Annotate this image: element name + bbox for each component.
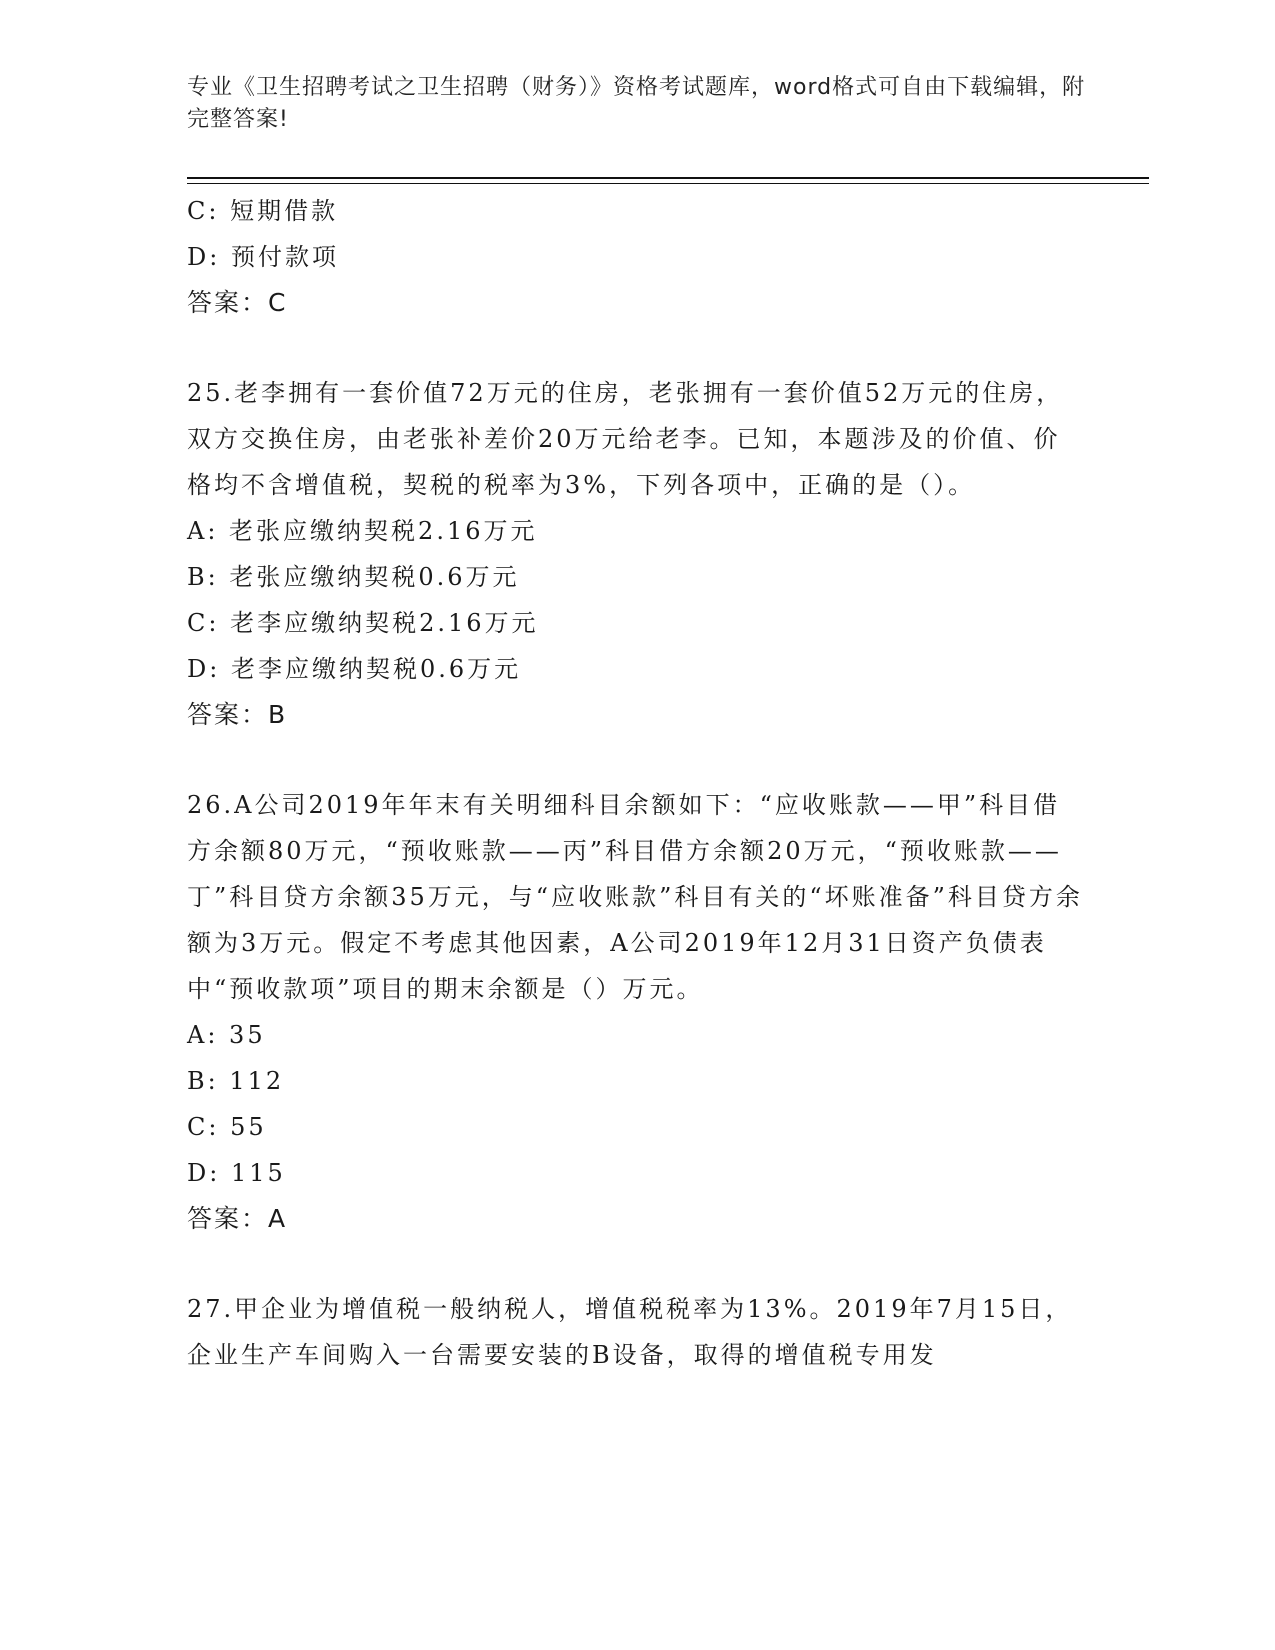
question-25 xyxy=(187,370,1087,738)
question-text: 25.老李拥有一套价值72万元的住房，老张拥有一套价值52万元的住房，双方交换住房，由老张补差价20万元给老李。已知，本题涉及的价值、价格均不含增值税，契税的税率为3%，下列各项中，正确的是（）。 xyxy=(187,379,1064,499)
page-header xyxy=(187,72,1087,136)
answer: 答案：C xyxy=(187,288,288,317)
answer: 答案：B xyxy=(187,700,288,729)
document-body xyxy=(187,188,1087,1378)
question-24-remainder xyxy=(187,188,1087,326)
header-divider-thick xyxy=(187,177,1149,179)
option-b: B: 老张应缴纳契税0.6万元 xyxy=(187,563,520,591)
option-b: B: 112 xyxy=(187,1067,285,1095)
option-c: C: 55 xyxy=(187,1113,267,1141)
question-26 xyxy=(187,782,1087,1242)
option-a: A: 35 xyxy=(187,1021,266,1049)
question-text: 27.甲企业为增值税一般纳税人，增值税税率为13%。2019年7月15日，企业生产车间购入一台需要安装的B设备，取得的增值税专用发 xyxy=(187,1295,1073,1369)
option-a: A: 老张应缴纳契税2.16万元 xyxy=(187,517,538,545)
option-c: C: 老李应缴纳契税2.16万元 xyxy=(187,609,539,637)
question-text: 26.A公司2019年年末有关明细科目余额如下：“应收账款——甲”科目借方余额80万元，“预收账款——丙”科目借方余额20万元，“预收账款——丁”科目贷方余额35万元，与“应收账款”科目有关的“坏账准备”科目贷方余额为3万元。假定不考虑其他因素，A公司2019年12月31日资产负债表中“预收款项”项目的期末余额是（）万元。 xyxy=(187,791,1083,1003)
option-d: D: 老李应缴纳契税0.6万元 xyxy=(187,655,522,683)
option-c: C: 短期借款 xyxy=(187,197,339,225)
option-d: D: 115 xyxy=(187,1159,286,1187)
option-d: D: 预付款项 xyxy=(187,243,339,271)
question-27 xyxy=(187,1286,1087,1378)
header-title: 专业《卫生招聘考试之卫生招聘（财务）》资格考试题库，word格式可自由下载编辑，附完整答案! xyxy=(187,75,1086,132)
header-divider-thin xyxy=(187,183,1149,184)
answer: 答案：A xyxy=(187,1204,288,1233)
